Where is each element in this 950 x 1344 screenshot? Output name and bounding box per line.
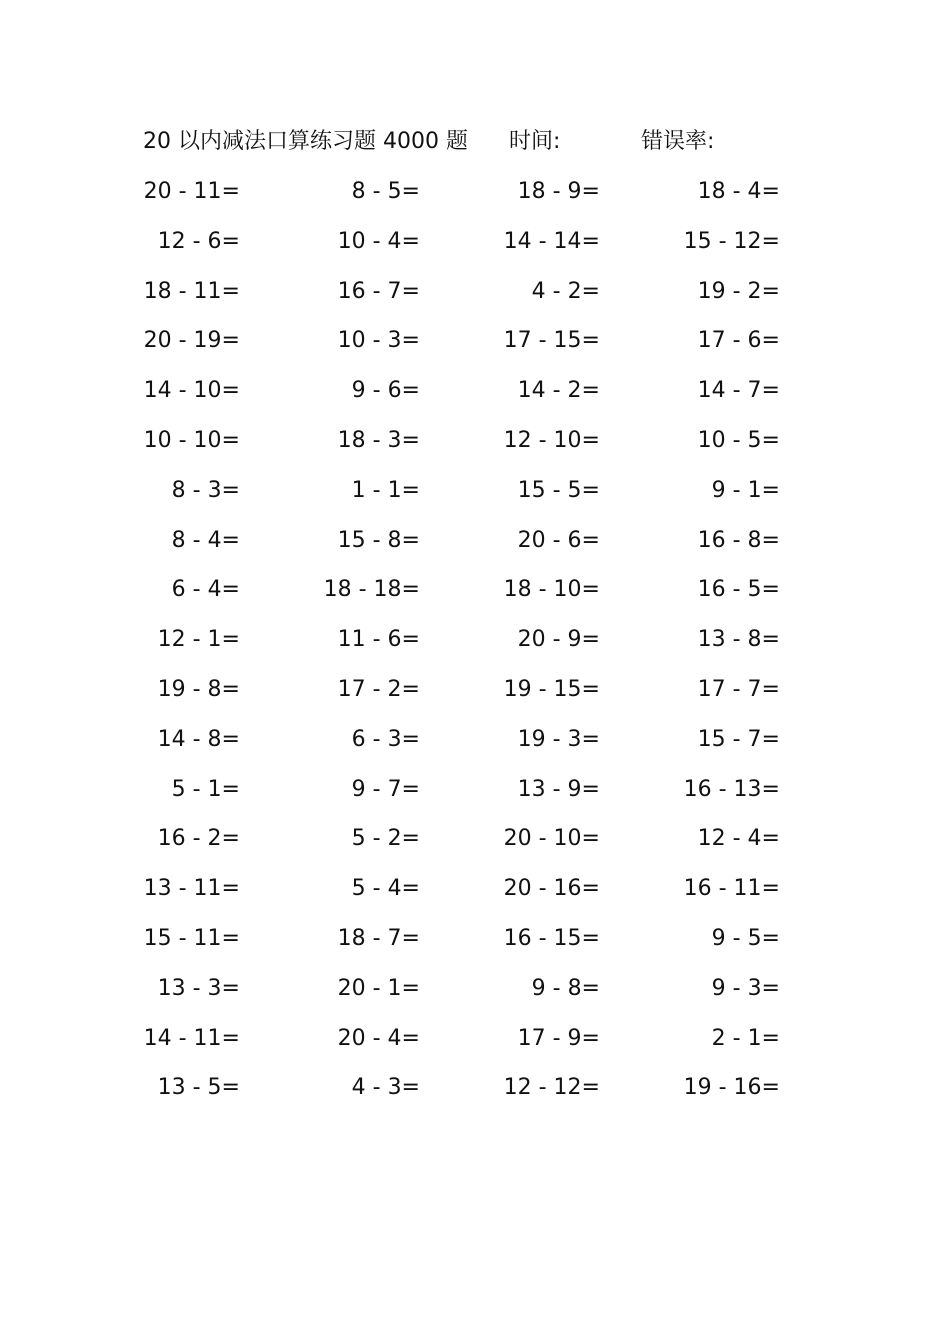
subtraction-problem: 14 - 11=	[143, 1025, 240, 1051]
error-rate-label: 错误率:	[641, 129, 715, 154]
subtraction-problem: 15 - 12=	[683, 228, 780, 254]
subtraction-problem: 17 - 6=	[697, 328, 780, 354]
subtraction-problem: 18 - 7=	[337, 925, 420, 951]
subtraction-problem: 11 - 6=	[337, 627, 420, 653]
problem-row	[0, 620, 950, 670]
problem-row	[0, 371, 950, 421]
problem-row	[0, 570, 950, 620]
subtraction-problem: 18 - 3=	[337, 427, 420, 453]
subtraction-problem: 8 - 3=	[171, 477, 240, 503]
subtraction-problem: 18 - 11=	[143, 278, 240, 304]
problem-grid	[0, 172, 950, 1118]
subtraction-problem: 18 - 18=	[323, 577, 420, 603]
subtraction-problem: 15 - 11=	[143, 925, 240, 951]
problem-row	[0, 1068, 950, 1118]
subtraction-problem: 5 - 2=	[351, 826, 420, 852]
subtraction-problem: 15 - 8=	[337, 527, 420, 553]
subtraction-problem: 4 - 3=	[351, 1075, 420, 1101]
subtraction-problem: 16 - 15=	[503, 925, 600, 951]
subtraction-problem: 20 - 4=	[337, 1025, 420, 1051]
subtraction-problem: 14 - 7=	[697, 378, 780, 404]
subtraction-problem: 9 - 3=	[711, 975, 780, 1001]
subtraction-problem: 13 - 11=	[143, 876, 240, 902]
subtraction-problem: 18 - 10=	[503, 577, 600, 603]
subtraction-problem: 12 - 12=	[503, 1075, 600, 1101]
subtraction-problem: 5 - 4=	[351, 876, 420, 902]
subtraction-problem: 12 - 6=	[157, 228, 240, 254]
subtraction-problem: 9 - 8=	[531, 975, 600, 1001]
subtraction-problem: 10 - 10=	[143, 427, 240, 453]
time-label: 时间:	[509, 129, 561, 154]
subtraction-problem: 16 - 5=	[697, 577, 780, 603]
subtraction-problem: 15 - 7=	[697, 726, 780, 752]
subtraction-problem: 19 - 8=	[157, 676, 240, 702]
problem-row	[0, 770, 950, 820]
subtraction-problem: 12 - 1=	[157, 627, 240, 653]
subtraction-problem: 15 - 5=	[517, 477, 600, 503]
subtraction-problem: 13 - 9=	[517, 776, 600, 802]
subtraction-problem: 16 - 13=	[683, 776, 780, 802]
subtraction-problem: 12 - 4=	[697, 826, 780, 852]
subtraction-problem: 19 - 2=	[697, 278, 780, 304]
subtraction-problem: 13 - 3=	[157, 975, 240, 1001]
subtraction-problem: 18 - 9=	[517, 179, 600, 204]
subtraction-problem: 20 - 19=	[143, 328, 240, 354]
subtraction-problem: 2 - 1=	[711, 1025, 780, 1051]
subtraction-problem: 19 - 15=	[503, 676, 600, 702]
problem-row	[0, 521, 950, 571]
subtraction-problem: 5 - 1=	[171, 776, 240, 802]
subtraction-problem: 17 - 2=	[337, 676, 420, 702]
subtraction-problem: 20 - 16=	[503, 876, 600, 902]
subtraction-problem: 20 - 9=	[517, 627, 600, 653]
subtraction-problem: 10 - 4=	[337, 228, 420, 254]
problem-row	[0, 919, 950, 969]
subtraction-problem: 8 - 4=	[171, 527, 240, 553]
subtraction-problem: 14 - 14=	[503, 228, 600, 254]
problem-row	[0, 421, 950, 471]
subtraction-problem: 17 - 9=	[517, 1025, 600, 1051]
subtraction-problem: 16 - 7=	[337, 278, 420, 304]
problem-row	[0, 471, 950, 521]
subtraction-problem: 19 - 16=	[683, 1075, 780, 1101]
subtraction-problem: 16 - 8=	[697, 527, 780, 553]
subtraction-problem: 20 - 10=	[503, 826, 600, 852]
problem-row	[0, 819, 950, 869]
subtraction-problem: 6 - 4=	[171, 577, 240, 603]
subtraction-problem: 9 - 1=	[711, 477, 780, 503]
problem-row	[0, 720, 950, 770]
subtraction-problem: 1 - 1=	[351, 477, 420, 503]
worksheet-title: 20 以内减法口算练习题 4000 题	[143, 129, 468, 154]
subtraction-problem: 19 - 3=	[517, 726, 600, 752]
subtraction-problem: 12 - 10=	[503, 427, 600, 453]
subtraction-problem: 14 - 8=	[157, 726, 240, 752]
subtraction-problem: 9 - 5=	[711, 925, 780, 951]
subtraction-problem: 10 - 3=	[337, 328, 420, 354]
problem-row	[0, 321, 950, 371]
problem-row	[0, 222, 950, 272]
subtraction-problem: 14 - 10=	[143, 378, 240, 404]
subtraction-problem: 10 - 5=	[697, 427, 780, 453]
problem-row	[0, 272, 950, 322]
problem-row	[0, 1019, 950, 1069]
subtraction-problem: 17 - 7=	[697, 676, 780, 702]
problem-row	[0, 670, 950, 720]
subtraction-problem: 8 - 5=	[351, 179, 420, 204]
subtraction-problem: 9 - 6=	[351, 378, 420, 404]
subtraction-problem: 13 - 8=	[697, 627, 780, 653]
subtraction-problem: 14 - 2=	[517, 378, 600, 404]
subtraction-problem: 20 - 1=	[337, 975, 420, 1001]
subtraction-problem: 20 - 11=	[143, 179, 240, 204]
subtraction-problem: 6 - 3=	[351, 726, 420, 752]
subtraction-problem: 18 - 4=	[697, 179, 780, 204]
subtraction-problem: 13 - 5=	[157, 1075, 240, 1101]
subtraction-problem: 9 - 7=	[351, 776, 420, 802]
subtraction-problem: 17 - 15=	[503, 328, 600, 354]
subtraction-problem: 4 - 2=	[531, 278, 600, 304]
problem-row	[0, 172, 950, 222]
problem-row	[0, 869, 950, 919]
problem-row	[0, 969, 950, 1019]
subtraction-problem: 16 - 2=	[157, 826, 240, 852]
subtraction-problem: 16 - 11=	[683, 876, 780, 902]
subtraction-problem: 20 - 6=	[517, 527, 600, 553]
